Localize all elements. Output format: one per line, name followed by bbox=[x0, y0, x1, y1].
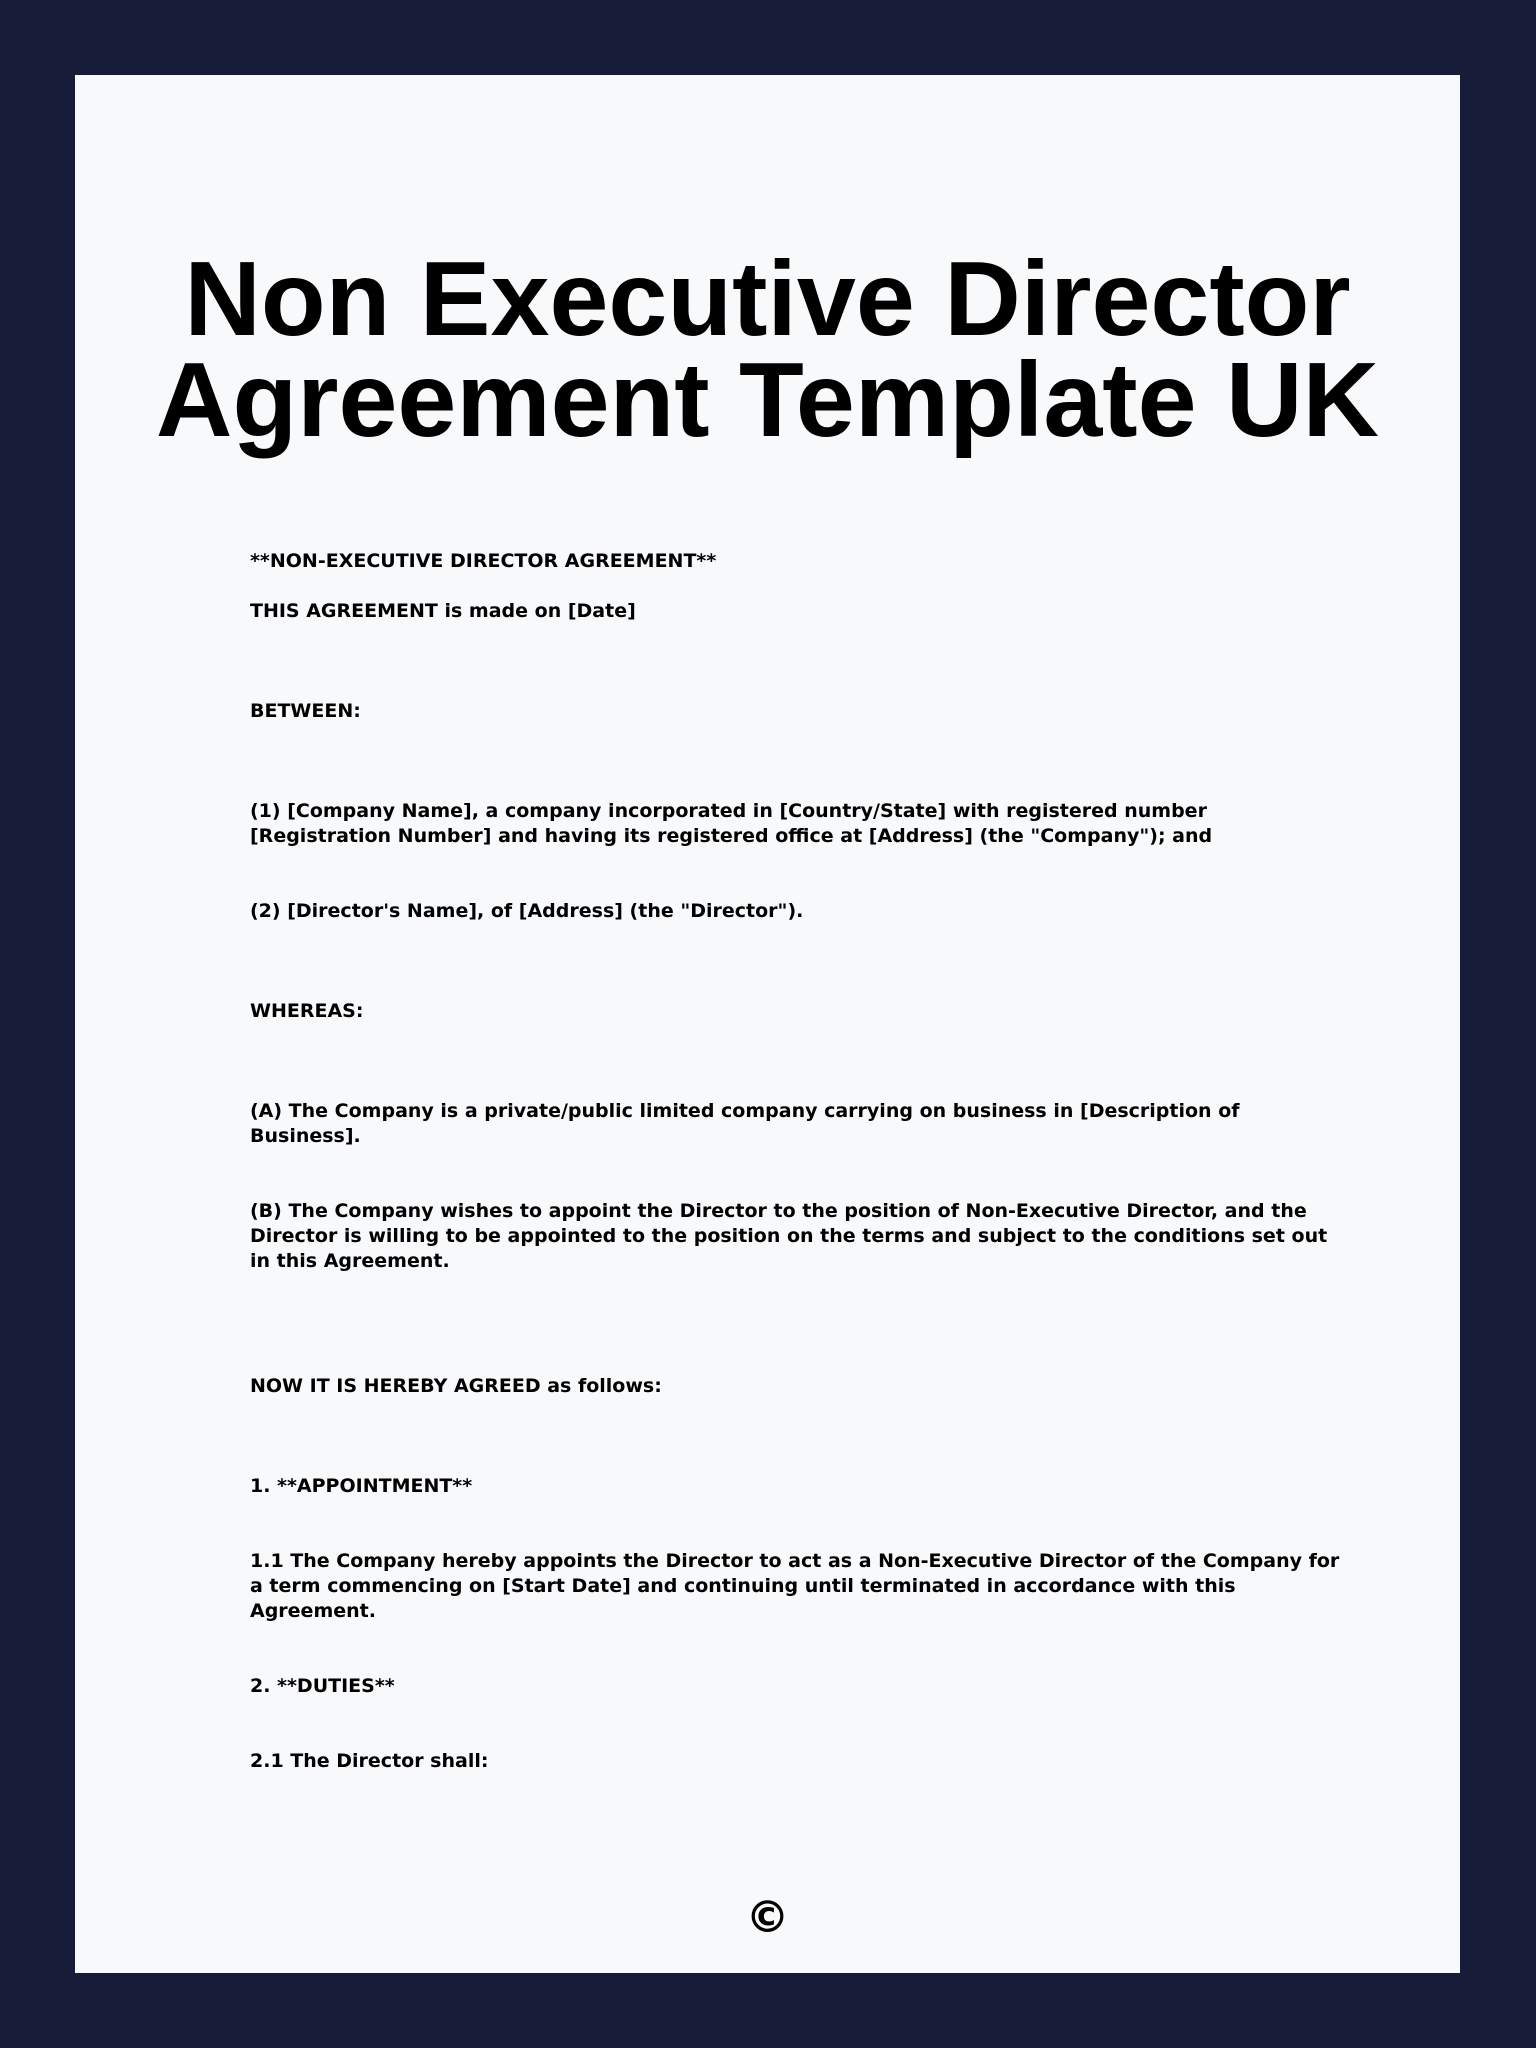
party-director: (2) [Director's Name], of [Address] (the "Director"). bbox=[250, 900, 804, 922]
title-line-2: Agreement Template UK bbox=[155, 341, 1380, 459]
copyright-icon: © bbox=[745, 1892, 790, 1943]
clause-1-1: 1.1 The Company hereby appoints the Director to act as a Non-Executive Director of the Company for a term commencing on [Start Date] and continuing until terminated in accordance with this Agreement. bbox=[250, 1550, 1340, 1622]
recital-b: (B) The Company wishes to appoint the Director to the position of Non-Executive Director, and the Director is willing to be appointed to the position on the terms and subject to the conditions set out in this Agreement. bbox=[250, 1200, 1328, 1272]
section-1-heading: 1. **APPOINTMENT** bbox=[250, 1475, 473, 1497]
whereas-heading: WHEREAS: bbox=[250, 1000, 364, 1022]
between-heading: BETWEEN: bbox=[250, 700, 361, 722]
clause-2-1: 2.1 The Director shall: bbox=[250, 1750, 489, 1772]
document-title bbox=[75, 240, 1460, 459]
title-line-1: Non Executive Director bbox=[184, 240, 1351, 358]
party-company: (1) [Company Name], a company incorporated in [Country/State] with registered number [Registration Number] and having its registered office at [Address] (the "Company"); and bbox=[250, 800, 1213, 847]
recital-a: (A) The Company is a private/public limited company carrying on business in [Description of Business]. bbox=[250, 1100, 1240, 1147]
agreed-line: NOW IT IS HEREBY AGREED as follows: bbox=[250, 1375, 662, 1397]
agreement-date-line: THIS AGREEMENT is made on [Date] bbox=[250, 600, 636, 622]
section-2-heading: 2. **DUTIES** bbox=[250, 1675, 395, 1697]
agreement-heading: **NON-EXECUTIVE DIRECTOR AGREEMENT** bbox=[250, 550, 717, 572]
document-page bbox=[75, 75, 1460, 1973]
